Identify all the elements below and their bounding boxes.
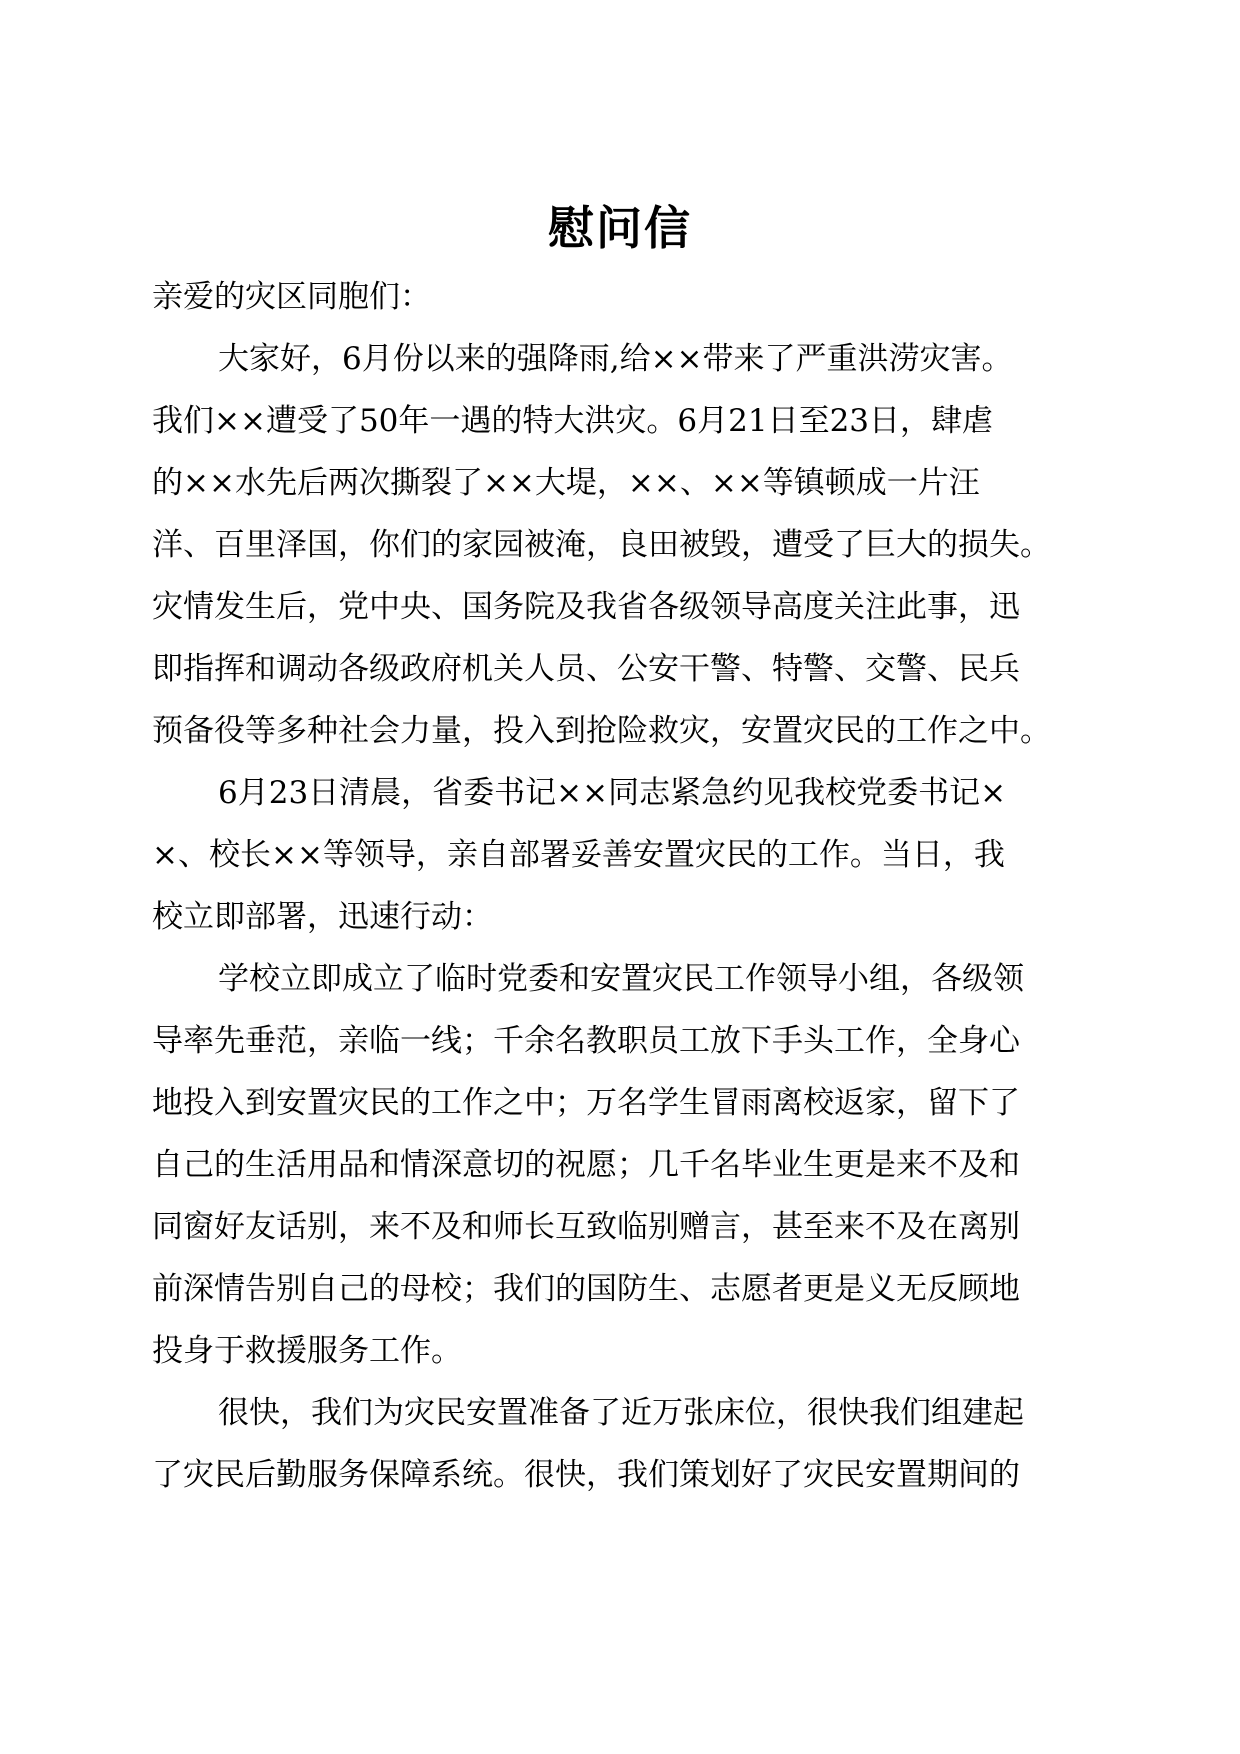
paragraph-line: 灾情发生后，党中央、国务院及我省各级领导高度关注此事，迅 xyxy=(152,589,1020,625)
paragraph-line: 6月23日清晨，省委书记××同志紧急约见我校党委书记× xyxy=(218,775,1007,811)
paragraph-line: 洋、百里泽国，你们的家园被淹，良田被毁，遭受了巨大的损失。 xyxy=(152,527,1051,563)
paragraph-line: 的××水先后两次撕裂了××大堤，××、××等镇顿成一片汪 xyxy=(152,465,980,501)
paragraph-2 xyxy=(152,762,1092,948)
paragraph-4 xyxy=(152,1382,1092,1506)
paragraph-3 xyxy=(152,948,1092,1382)
paragraph-line: 预备役等多种社会力量，投入到抢险救灾，安置灾民的工作之中。 xyxy=(152,713,1051,749)
letter-body xyxy=(152,266,1092,1506)
paragraph-line: 前深情告别自己的母校；我们的国防生、志愿者更是义无反顾地 xyxy=(152,1271,1020,1307)
paragraph-1 xyxy=(152,328,1092,762)
paragraph-line: 投身于救援服务工作。 xyxy=(152,1333,462,1369)
document-title: 慰问信 xyxy=(548,201,692,255)
paragraph-line: 即指挥和调动各级政府机关人员、公安干警、特警、交警、民兵 xyxy=(152,651,1020,687)
paragraph-line: 地投入到安置灾民的工作之中；万名学生冒雨离校返家，留下了 xyxy=(152,1085,1020,1121)
paragraph-line: 大家好，6月份以来的强降雨,给××带来了严重洪涝灾害。 xyxy=(218,341,1013,377)
salutation: 亲爱的灾区同胞们： xyxy=(152,279,431,315)
paragraph-line: 学校立即成立了临时党委和安置灾民工作领导小组，各级领 xyxy=(218,961,1024,997)
paragraph-line: 同窗好友话别，来不及和师长互致临别赠言，甚至来不及在离别 xyxy=(152,1209,1020,1245)
paragraph-line: 我们××遭受了50年一遇的特大洪灾。6月21日至23日，肆虐 xyxy=(152,403,994,439)
paragraph-line: 了灾民后勤服务保障系统。很快，我们策划好了灾民安置期间的 xyxy=(152,1457,1020,1493)
paragraph-line: 很快，我们为灾民安置准备了近万张床位，很快我们组建起 xyxy=(218,1395,1024,1431)
paragraph-line: ×、校长××等领导，亲自部署妥善安置灾民的工作。当日，我 xyxy=(152,837,1005,873)
paragraph-line: 自己的生活用品和情深意切的祝愿；几千名毕业生更是来不及和 xyxy=(152,1147,1020,1183)
paragraph-line: 导率先垂范，亲临一线；千余名教职员工放下手头工作，全身心 xyxy=(152,1023,1020,1059)
paragraph-line: 校立即部署，迅速行动： xyxy=(152,899,493,935)
